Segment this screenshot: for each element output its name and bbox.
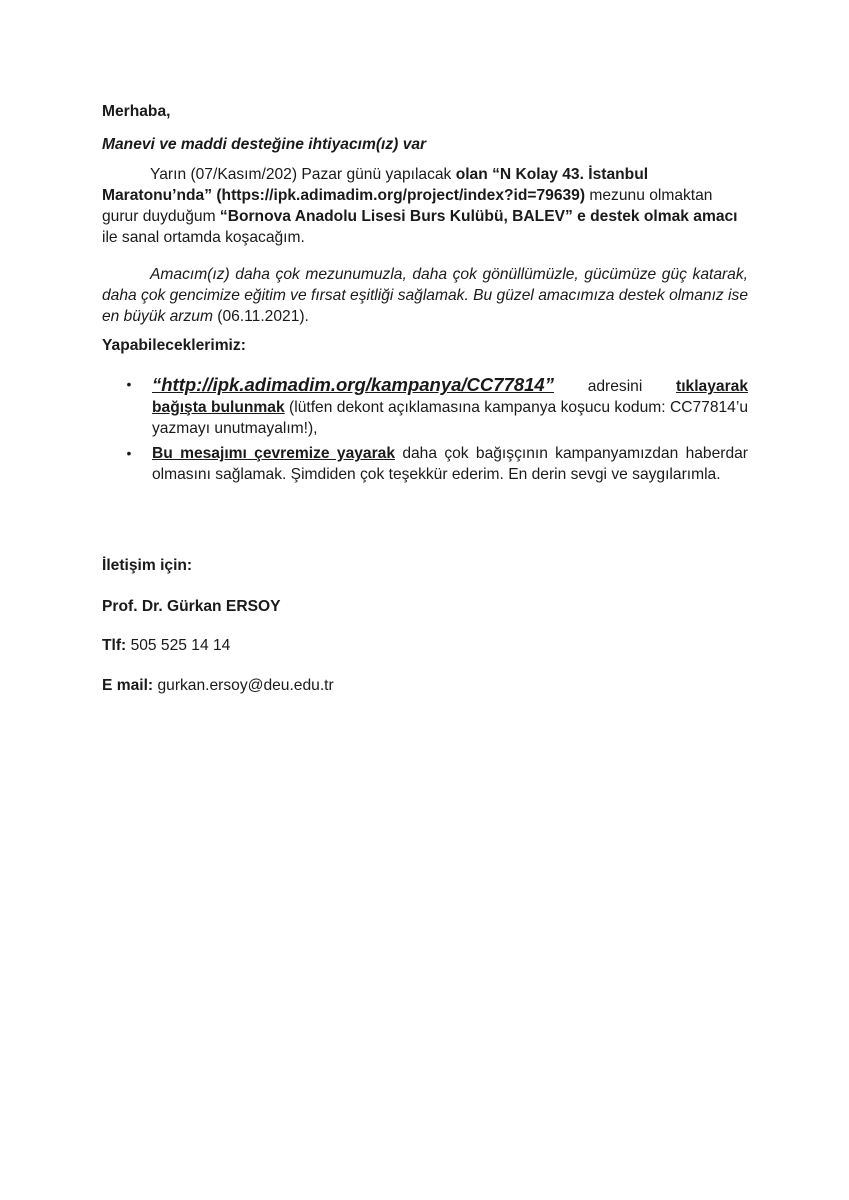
contact-email: [102, 675, 748, 696]
campaign-link[interactable]: “http://ipk.adimadim.org/kampanya/CC77814”: [152, 374, 554, 395]
actions-list: [126, 374, 749, 489]
para1-text-5: ile sanal ortamda koşacağım.: [102, 229, 305, 246]
para2-purpose-text: Amacım(ız) daha çok mezunumuzla, daha çok gönüllümüzle, gücümüze güç katarak, daha çok gencimize eğitim ve fırsat eşitliği sağlamak. Bu güzel amacımıza destek olmanız ise en büyük arzum: [102, 266, 748, 325]
bullet-icon: •: [126, 445, 132, 461]
para1-marathon-text: olan “N Kolay 43. İstanbul Maratonu’nda” (https://ipk.adimadim.org/project/index?id=79639): [102, 166, 649, 204]
contact-phone: [102, 635, 748, 656]
actions-title: Yapabileceklerimiz:: [102, 337, 246, 354]
list-item-text: daha çok bağışçının kampanyamızdan haberdar olmasını sağlamak. Şimdiden çok teşekkür ederim. En derin sevgi ve saygılarımla.: [152, 445, 749, 483]
para1-text-1: Yarın (07/Kasım/202) Pazar günü yapılacak: [150, 166, 456, 183]
share-message-text: Bu mesajımı çevremize yayarak: [152, 445, 396, 462]
subject-line: Manevi ve maddi desteğine ihtiyacım(ız) var: [102, 136, 427, 153]
contact-title: İletişim için:: [102, 557, 193, 574]
para1-text-3: mezunu olmaktan gurur duyduğum: [102, 187, 713, 225]
para2-date-text: (06.11.2021).: [212, 308, 309, 325]
phone-number: 505 525 14 14: [126, 637, 231, 654]
list-item-text: (lütfen dekont açıklamasına kampanya koşucu kodum: CC77814’u yazmayı unutmayalım!),: [152, 399, 748, 437]
paragraph-announcement: [102, 164, 748, 248]
list-item: [126, 443, 749, 485]
greeting: Merhaba,: [102, 103, 171, 120]
list-item: [126, 374, 748, 439]
contact-name: Prof. Dr. Gürkan ERSOY: [102, 598, 281, 615]
email-address[interactable]: gurkan.ersoy@deu.edu.tr: [153, 677, 334, 694]
phone-label: Tlf:: [102, 637, 127, 654]
bullet-icon: •: [126, 376, 132, 392]
list-item-text: adresini: [553, 378, 677, 395]
email-label: E mail:: [102, 677, 154, 694]
para1-club-text: “Bornova Anadolu Lisesi Burs Kulübü, BALEV” e destek olmak amacı: [219, 208, 738, 225]
paragraph-purpose: [102, 264, 748, 327]
donate-link-text[interactable]: tıklayarak bağışta bulunmak: [152, 378, 748, 416]
